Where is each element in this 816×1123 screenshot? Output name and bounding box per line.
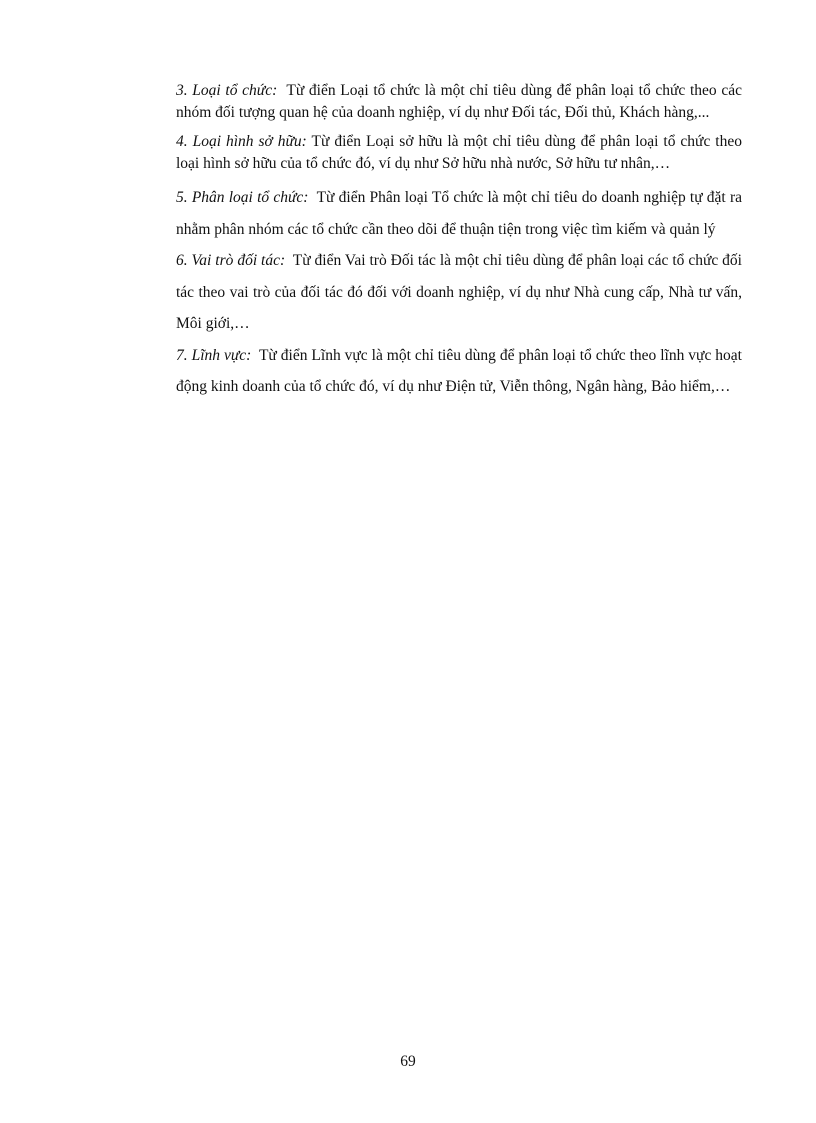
paragraph-vai-tro-doi-tac [176,245,742,340]
paragraph-text: Từ điển Loại sở hữu là một chỉ tiêu dùng để phân loại tổ chức theo loại hình sở hữu của tổ chức đó, ví dụ như Sở hữu nhà nước, Sở hữu tư nhân,… [176,133,742,172]
term-loai-hinh-so-huu: 4. Loại hình sở hữu: [176,133,307,150]
paragraph-loai-hinh-so-huu [176,131,742,175]
term-linh-vuc: 7. Lĩnh vực: [176,346,252,364]
paragraph-text: Từ điển Phân loại Tổ chức là một chỉ tiêu do doanh nghiệp tự đặt ra nhằm phân nhóm các tổ chức cần theo dõi để thuận tiện trong việc tìm kiếm và quản lý [176,189,742,238]
term-loai-to-chuc: 3. Loại tổ chức: [176,82,278,99]
paragraph-phan-loai-to-chuc [176,182,742,245]
term-phan-loai-to-chuc: 5. Phân loại tổ chức: [176,189,309,206]
paragraph-linh-vuc [176,340,742,403]
document-body [176,80,742,403]
paragraph-text: Từ điển Vai trò Đối tác là một chỉ tiêu dùng để phân loại các tổ chức đối tác theo vai trò của đối tác đó đối với doanh nghiệp, ví dụ như Nhà cung cấp, Nhà tư vấn, Môi giới,… [176,252,742,332]
paragraph-text: Từ điển Loại tổ chức là một chỉ tiêu dùng để phân loại tổ chức theo các nhóm đối tượng quan hệ của doanh nghiệp, ví dụ như Đối tác, Đối thủ, Khách hàng,... [176,82,742,121]
paragraph-text: Từ điển Lĩnh vực là một chỉ tiêu dùng để phân loại tổ chức theo lĩnh vực hoạt động kinh doanh của tổ chức đó, ví dụ như Điện tử, Viễn thông, Ngân hàng, Bảo hiểm,… [176,346,742,395]
term-vai-tro-doi-tac: 6. Vai trò đối tác: [176,252,286,269]
paragraph-loai-to-chuc [176,80,742,124]
page-number: 69 [400,1053,416,1070]
